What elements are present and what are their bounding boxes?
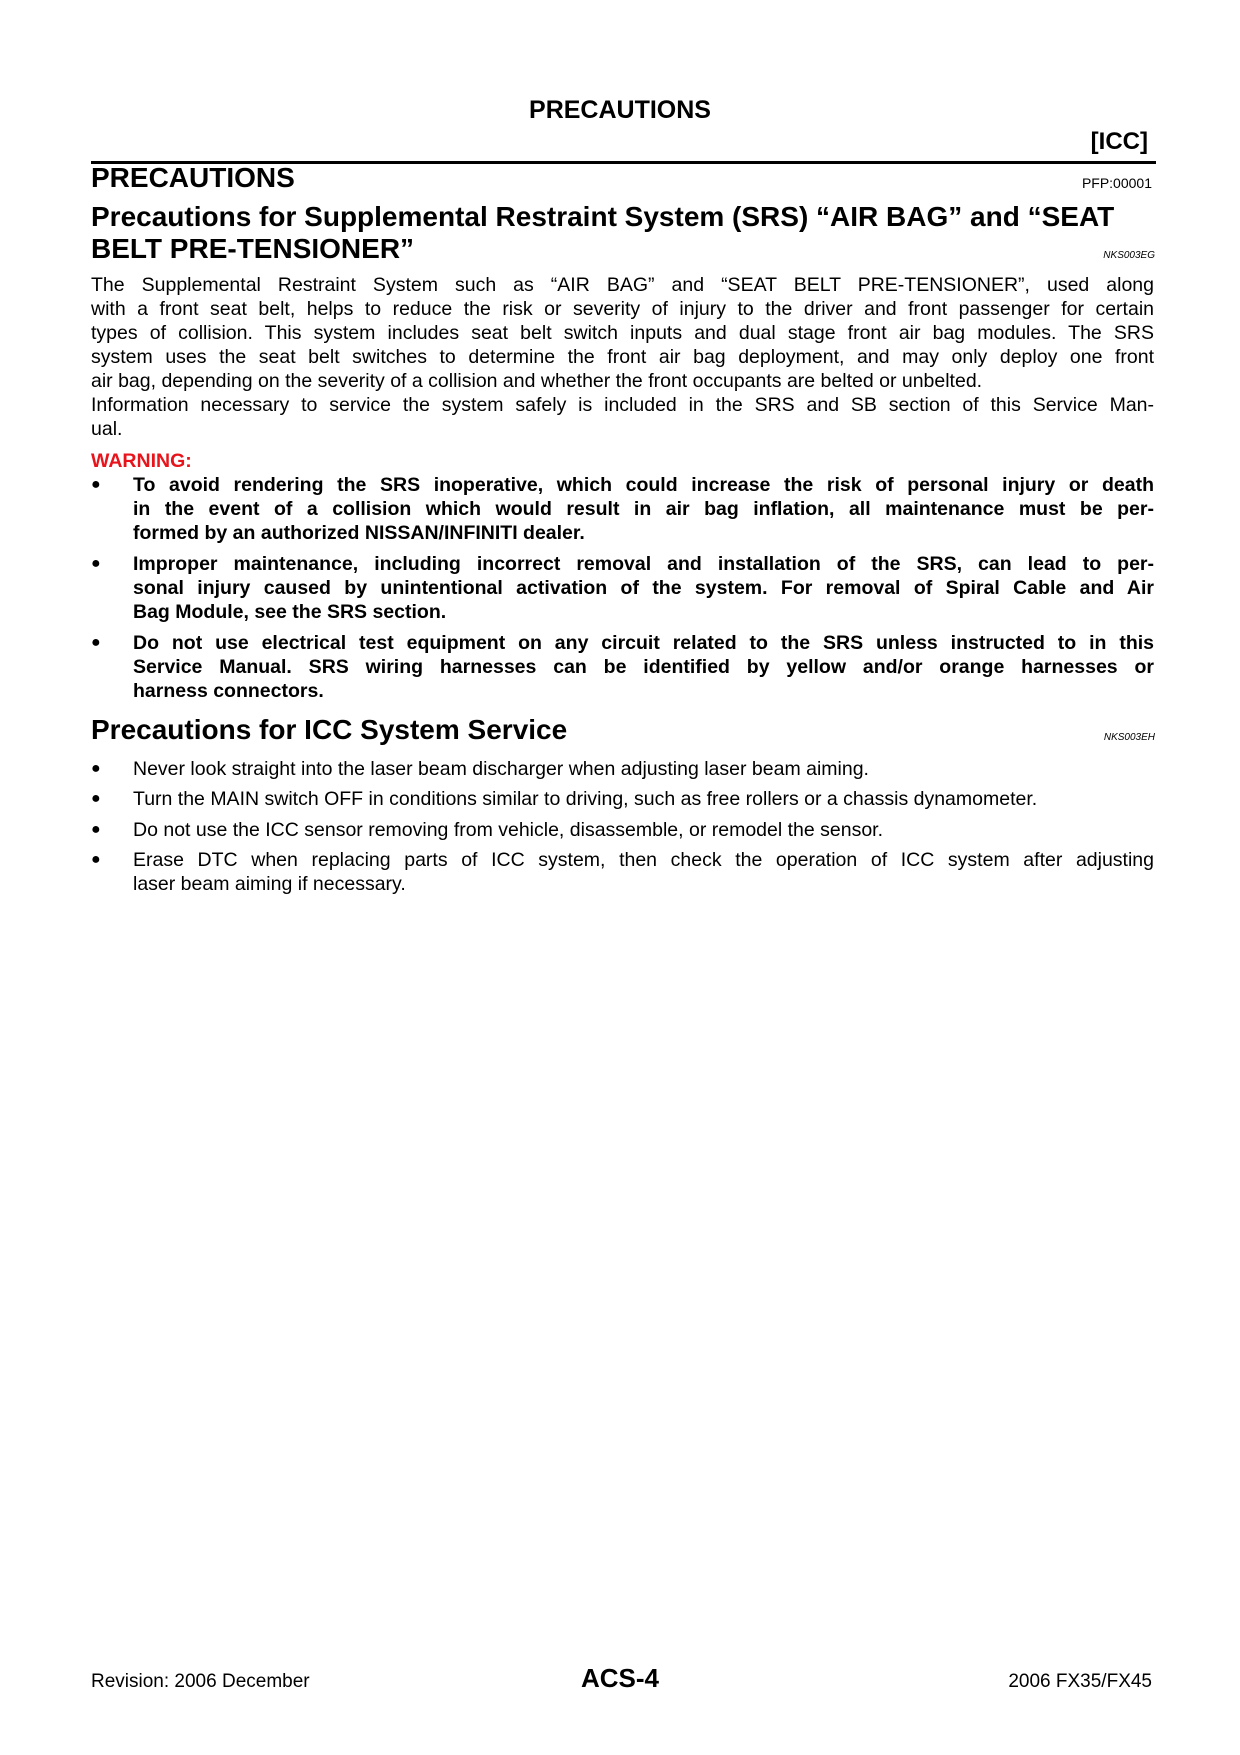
- icc-item-line: Never look straight into the laser beam discharger when adjusting laser beam aiming.: [133, 758, 869, 780]
- bullet-icon: ●: [91, 790, 101, 807]
- bullet-icon: ●: [91, 851, 101, 868]
- icc-item-line: Erase DTC when replacing parts of ICC system, then check the operation of ICC system after adjusting: [133, 849, 1154, 871]
- warning-text: [133, 552, 1154, 624]
- srs-heading-line-1: Precautions for Supplemental Restraint System (SRS) “AIR BAG” and “SEAT: [91, 201, 1115, 232]
- warning-line: To avoid rendering the SRS inoperative, which could increase the risk of personal injury or death: [133, 474, 1154, 496]
- srs-section-code: NKS003EG: [1103, 250, 1155, 261]
- running-title: PRECAUTIONS: [529, 96, 711, 124]
- warning-label: WARNING:: [91, 450, 192, 472]
- warning-line: in the event of a collision which would result in air bag inflation, all maintenance must be per-: [133, 498, 1154, 520]
- footer-revision: Revision: 2006 December: [91, 1671, 310, 1692]
- srs-paragraph-line: with a front seat belt, helps to reduce the risk or severity of injury to the driver and front passenger for certain: [91, 298, 1154, 320]
- icc-item-line: laser beam aiming if necessary.: [133, 873, 406, 895]
- icc-item-line: Turn the MAIN switch OFF in conditions similar to driving, such as free rollers or a chassis dynamometer.: [133, 788, 1038, 810]
- footer-model: 2006 FX35/FX45: [1008, 1671, 1152, 1692]
- warning-line: Service Manual. SRS wiring harnesses can be identified by yellow and/or orange harnesses or: [133, 656, 1154, 678]
- warning-line: Improper maintenance, including incorrect removal and installation of the SRS, can lead to per-: [133, 553, 1154, 575]
- main-title: PRECAUTIONS: [91, 162, 295, 193]
- icc-item-text: [133, 848, 1154, 896]
- srs-paragraph-line: The Supplemental Restraint System such as “AIR BAG” and “SEAT BELT PRE-TENSIONER”, used along: [91, 274, 1154, 296]
- bullet-icon: ●: [91, 760, 101, 777]
- srs-paragraph: [91, 273, 1154, 441]
- icc-heading: Precautions for ICC System Service: [91, 714, 568, 745]
- warning-line: harness connectors.: [133, 680, 324, 702]
- warning-line: formed by an authorized NISSAN/INFINITI dealer.: [133, 522, 585, 544]
- warning-text: [133, 631, 1154, 703]
- icc-item-text: [133, 818, 1154, 842]
- warning-line: sonal injury caused by unintentional activation of the system. For removal of Spiral Cable and Air: [133, 577, 1154, 599]
- bullet-icon: ●: [91, 476, 101, 493]
- icc-item-line: Do not use the ICC sensor removing from vehicle, disassemble, or remodel the sensor.: [133, 819, 884, 841]
- srs-paragraph-line: air bag, depending on the severity of a collision and whether the front occupants are belted or unbelted.: [91, 370, 983, 392]
- pfp-code: PFP:00001: [1081, 175, 1152, 191]
- srs-paragraph-line: types of collision. This system includes seat belt switch inputs and dual stage front air bag modules. The SRS: [91, 322, 1154, 344]
- srs-heading-line-2: BELT PRE-TENSIONER”: [91, 233, 415, 264]
- bullet-icon: ●: [91, 634, 101, 651]
- icc-item-text: [133, 757, 1154, 781]
- srs-paragraph-line: Information necessary to service the system safely is included in the SRS and SB section of this Service Man-: [91, 394, 1154, 416]
- footer-page-number: ACS-4: [580, 1663, 659, 1693]
- srs-paragraph-line: ual.: [91, 418, 123, 440]
- bullet-icon: ●: [91, 821, 101, 838]
- bullet-icon: ●: [91, 555, 101, 572]
- section-tag: [ICC]: [1090, 128, 1148, 155]
- warning-text: [133, 473, 1154, 545]
- srs-paragraph-line: system uses the seat belt switches to determine the front air bag deployment, and may only deploy one front: [91, 346, 1154, 368]
- warning-line: Bag Module, see the SRS section.: [133, 601, 447, 623]
- warning-line: Do not use electrical test equipment on any circuit related to the SRS unless instructed to in this: [133, 632, 1154, 654]
- icc-section-code: NKS003EH: [1103, 732, 1155, 743]
- icc-item-text: [133, 787, 1154, 811]
